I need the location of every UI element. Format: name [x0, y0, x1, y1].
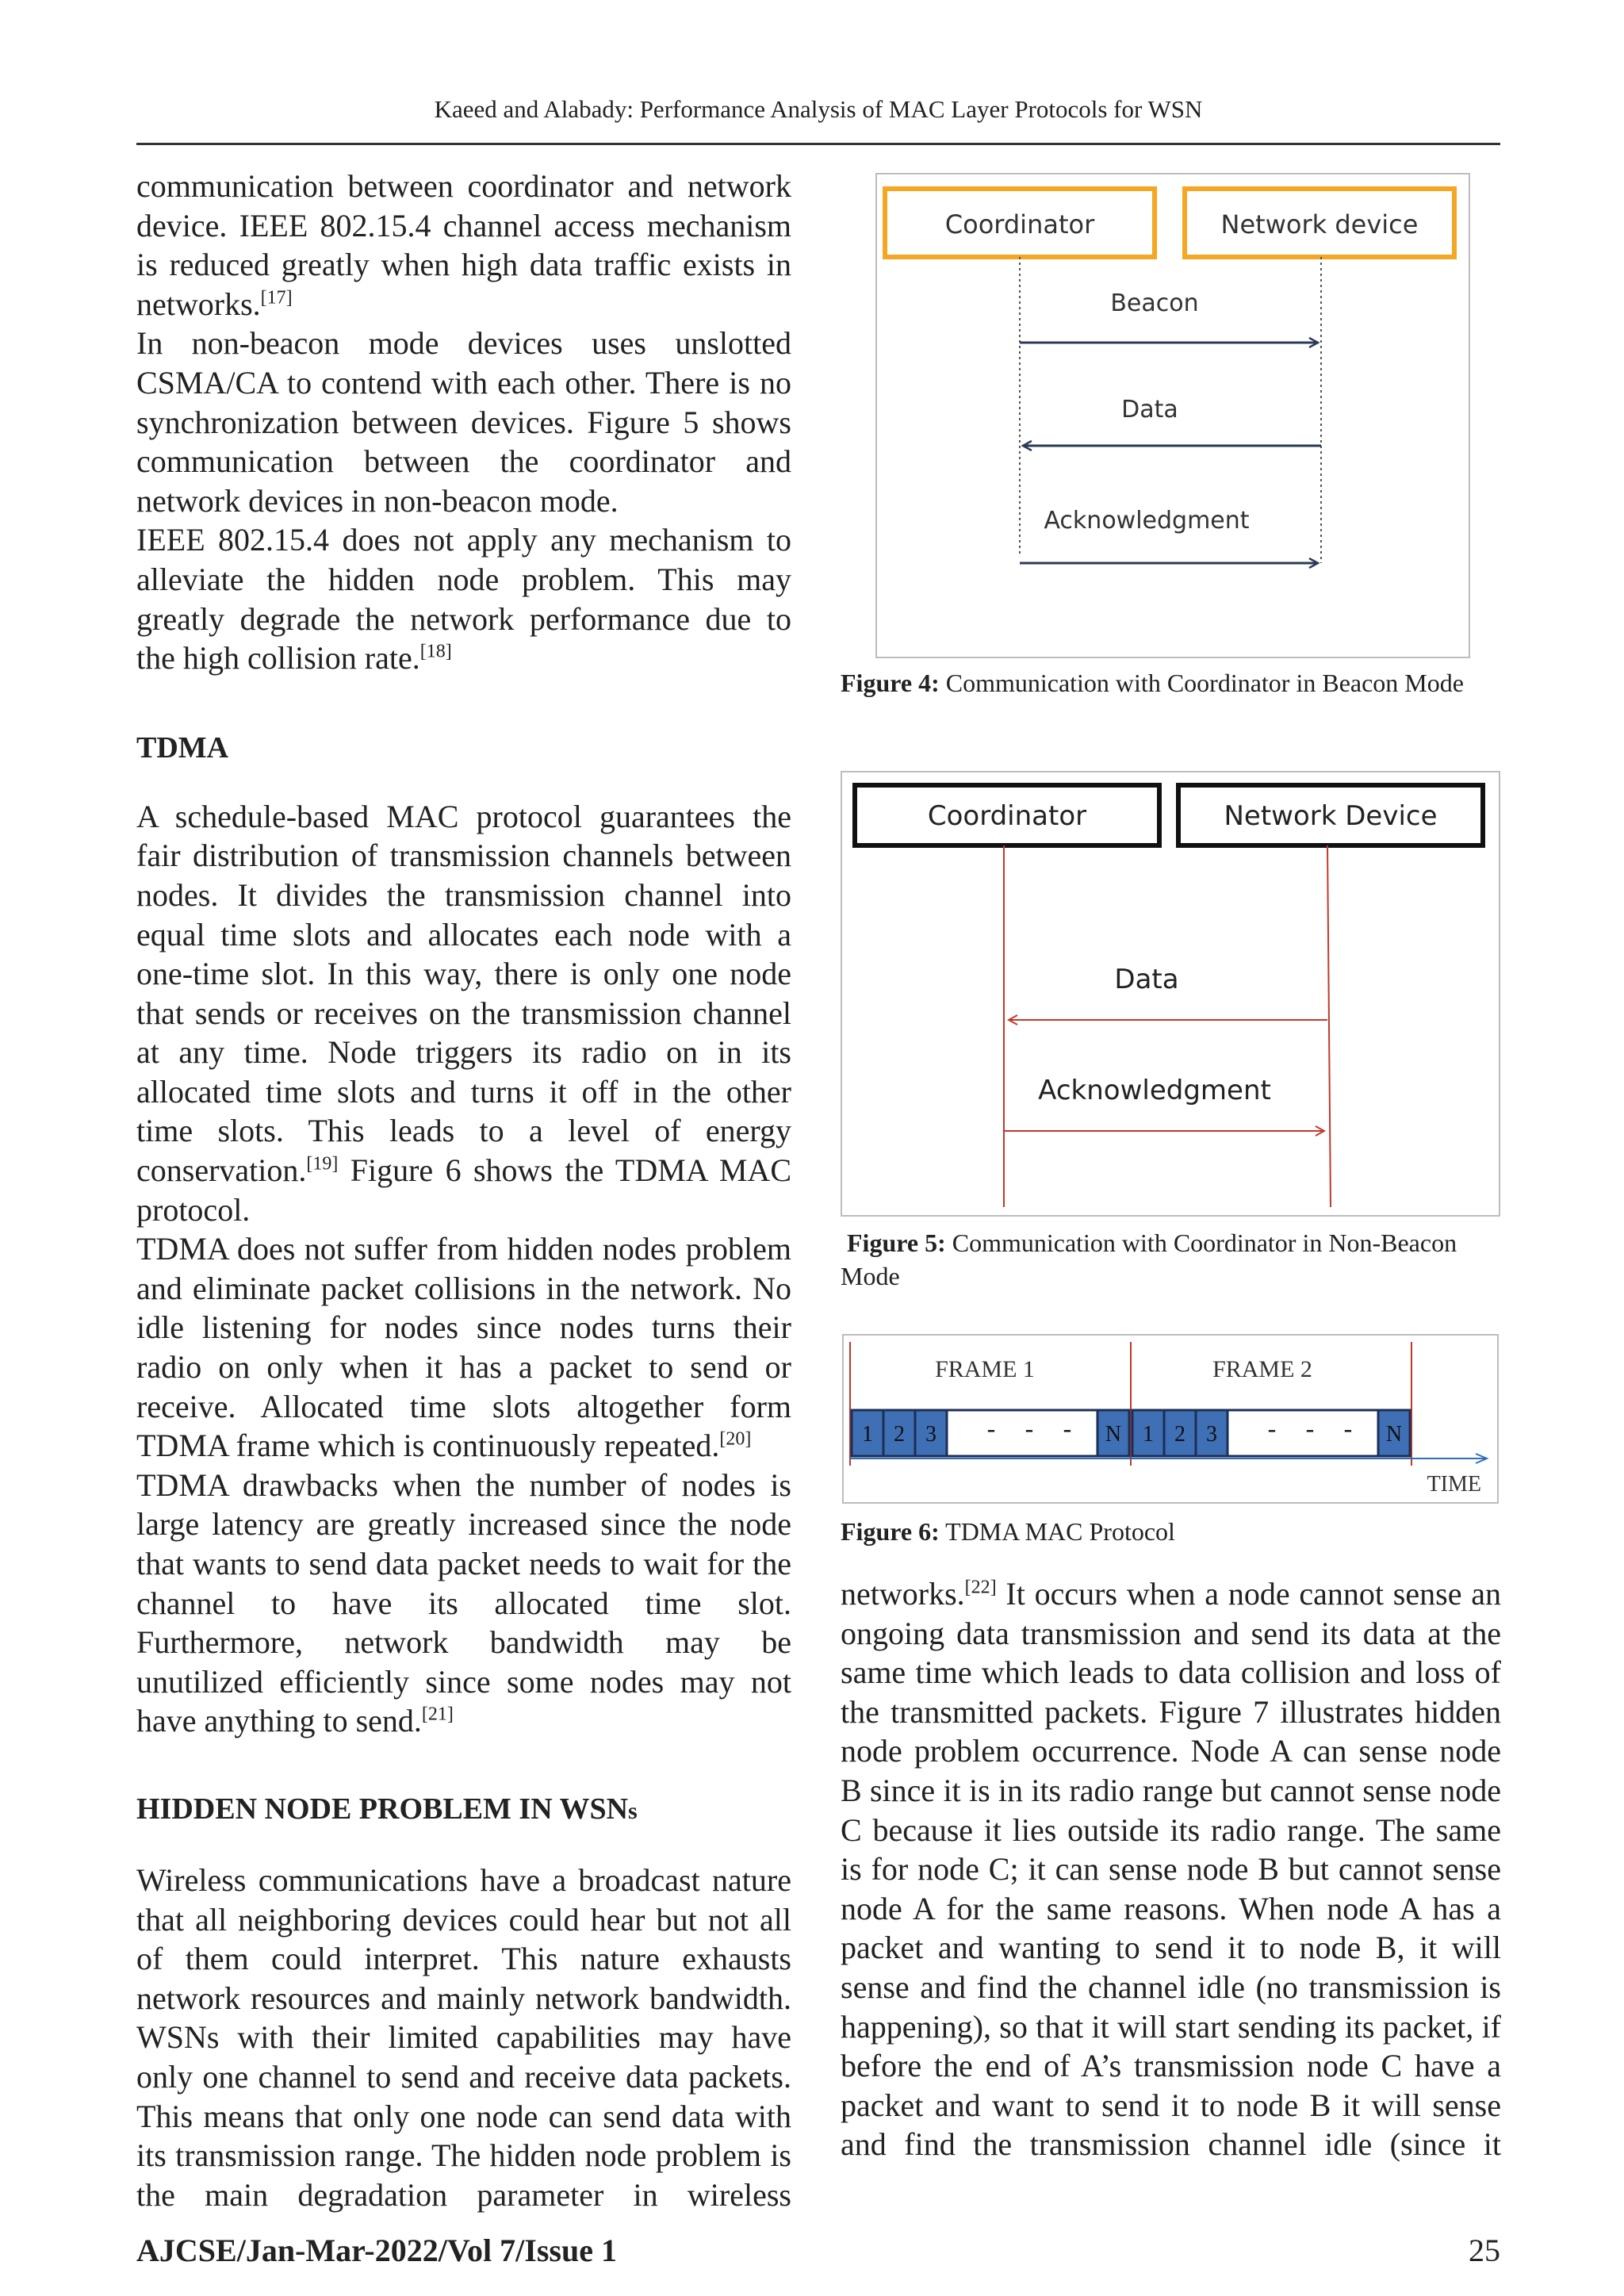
- paragraph: In non-beacon mode devices uses unslotted CSMA/CA to contend with each other. There is no synchronization between devices. Figure 5 shows communication between the coordinator and network devices in non-beacon mode.: [136, 325, 791, 519]
- slot-label: 3: [1206, 1422, 1217, 1447]
- paragraph: Wireless communications have a broadcast nature that all neighboring devices could hear but not all of them could interpret. This nature exhausts network resources and mainly network bandwidth. WSNs with their limited capabilities may have only one channel to send and receive data packets. This means that only one node can send data with its transmission range. The hidden node problem is the main degradation parameter in wireless: [136, 1861, 791, 2213]
- frame-2-slots: [1132, 1410, 1410, 1456]
- non-beacon-mode-diagram: [842, 772, 1499, 1215]
- section-heading-hidden-node: HIDDEN NODE PROBLEM IN WSNs: [136, 1792, 638, 1826]
- citation: [18]: [419, 641, 452, 662]
- running-header: Kaeed and Alabady: Performance Analysis of MAC Layer Protocols for WSN: [434, 95, 1203, 123]
- slot-label: N: [1385, 1422, 1403, 1447]
- figure-5: [841, 771, 1500, 1217]
- citation: [21]: [421, 1704, 454, 1726]
- tdma-diagram: [844, 1336, 1497, 1502]
- citation: [17]: [260, 287, 293, 309]
- slot-ellipsis: -: [1305, 1414, 1315, 1443]
- page-number: 25: [1469, 2233, 1500, 2268]
- left-column: [136, 167, 791, 2214]
- network-device-label: Network device: [1220, 209, 1419, 240]
- frame-2-label: FRAME 2: [1212, 1356, 1312, 1382]
- beacon-label: Beacon: [1110, 289, 1199, 317]
- slot-ellipsis: -: [1063, 1414, 1072, 1443]
- ack-label: Acknowledgment: [1044, 507, 1250, 535]
- figure-4-caption: Figure 4: Communication with Coordinator in Beacon Mode: [841, 669, 1464, 697]
- journal-footer: AJCSE/Jan-Mar-2022/Vol 7/Issue 1: [136, 2233, 617, 2268]
- paragraph: TDMA drawbacks when the number of nodes is large latency are greatly increased since the node that wants to send data packet needs to wait for the channel to have its allocated time slot. Furthermore, network bandwidth may be unutilized efficiently since some nodes may not have anything to send.[21]: [136, 1466, 791, 1739]
- section-heading-tdma: TDMA: [136, 730, 229, 765]
- figure-6: [842, 1334, 1499, 1504]
- beacon-mode-diagram: [877, 174, 1469, 657]
- slot-label: N: [1105, 1422, 1122, 1447]
- slot-ellipsis: -: [1343, 1414, 1353, 1443]
- slot-label: 1: [862, 1422, 873, 1447]
- slot-gap: [947, 1410, 1097, 1456]
- paragraph: networks.[22] It occurs when a node cannot sense an ongoing data transmission and send its data at the same time which leads to data collision and loss of the transmitted packets. Figure 7 illustrates hidden node problem occurrence. Node A can sense node B since it is in its radio range but cannot sense node C because it lies outside its radio range. The same is for node C; it can sense node B but cannot sense node A for the same reasons. When node A has a packet and wanting to send it to node B, it will sense and find the channel idle (no transmission is happening), so that it will start sending its packet, if before the end of A’s transmission node C have a packet and want to send it to node B it will sense and find the transmission channel idle (since it: [841, 1576, 1501, 2163]
- figure-5-caption: Figure 5: Communication with Coordinator in Non-Beacon Mode: [841, 1228, 1457, 1290]
- coordinator-label: Coordinator: [944, 209, 1095, 240]
- frame-1-label: FRAME 1: [935, 1356, 1035, 1382]
- figure-6-caption: Figure 6: TDMA MAC Protocol: [841, 1517, 1175, 1546]
- frame-1-slots: [852, 1410, 1129, 1456]
- citation: [20]: [719, 1428, 752, 1450]
- slot-ellipsis: -: [1025, 1414, 1034, 1443]
- slot-label: 1: [1143, 1422, 1154, 1447]
- citation: [19]: [306, 1153, 339, 1175]
- time-axis-label: TIME: [1427, 1472, 1481, 1497]
- ack-label: Acknowledgment: [1038, 1075, 1271, 1106]
- paragraph: IEEE 802.15.4 does not apply any mechanism to alleviate the hidden node problem. This may greatly degrade the network performance due to the high collision rate.[18]: [136, 522, 791, 677]
- slot-label: 2: [894, 1422, 905, 1447]
- figure-4: [875, 173, 1470, 658]
- slot-label: 2: [1174, 1422, 1185, 1447]
- slot-ellipsis: -: [986, 1414, 996, 1443]
- device-lifeline: [1327, 845, 1331, 1207]
- slot-gap: [1228, 1410, 1378, 1456]
- header-rule: [136, 143, 1500, 145]
- paragraph: TDMA does not suffer from hidden nodes problem and eliminate packet collisions in the network. No idle listening for nodes since nodes turns their radio on only when it has a packet to send or receive. Allocated time slots altogether form TDMA frame which is continuously repeated.[20]: [136, 1231, 791, 1464]
- citation: [22]: [964, 1577, 997, 1598]
- paragraph: A schedule-based MAC protocol guarantees the fair distribution of transmission channels between nodes. It divides the transmission channel into equal time slots and allocates each node with a one-time slot. In this way, there is only one node that sends or receives on the transmission channel at any time. Node triggers its radio on in its allocated time slots and turns it off in the other time slots. This leads to a level of energy conservation.[19] Figure 6 shows the TDMA MAC protocol.: [136, 798, 791, 1228]
- right-column-text: [841, 1574, 1501, 2164]
- data-label: Data: [1114, 964, 1179, 995]
- coordinator-label: Coordinator: [927, 800, 1087, 832]
- network-device-label: Network Device: [1224, 800, 1438, 832]
- slot-label: 3: [925, 1422, 936, 1447]
- slot-ellipsis: -: [1267, 1414, 1277, 1443]
- paragraph: communication between coordinator and network device. IEEE 802.15.4 channel access mechanism is reduced greatly when high data traffic exists in networks.[17]: [136, 168, 791, 322]
- data-label: Data: [1121, 396, 1178, 424]
